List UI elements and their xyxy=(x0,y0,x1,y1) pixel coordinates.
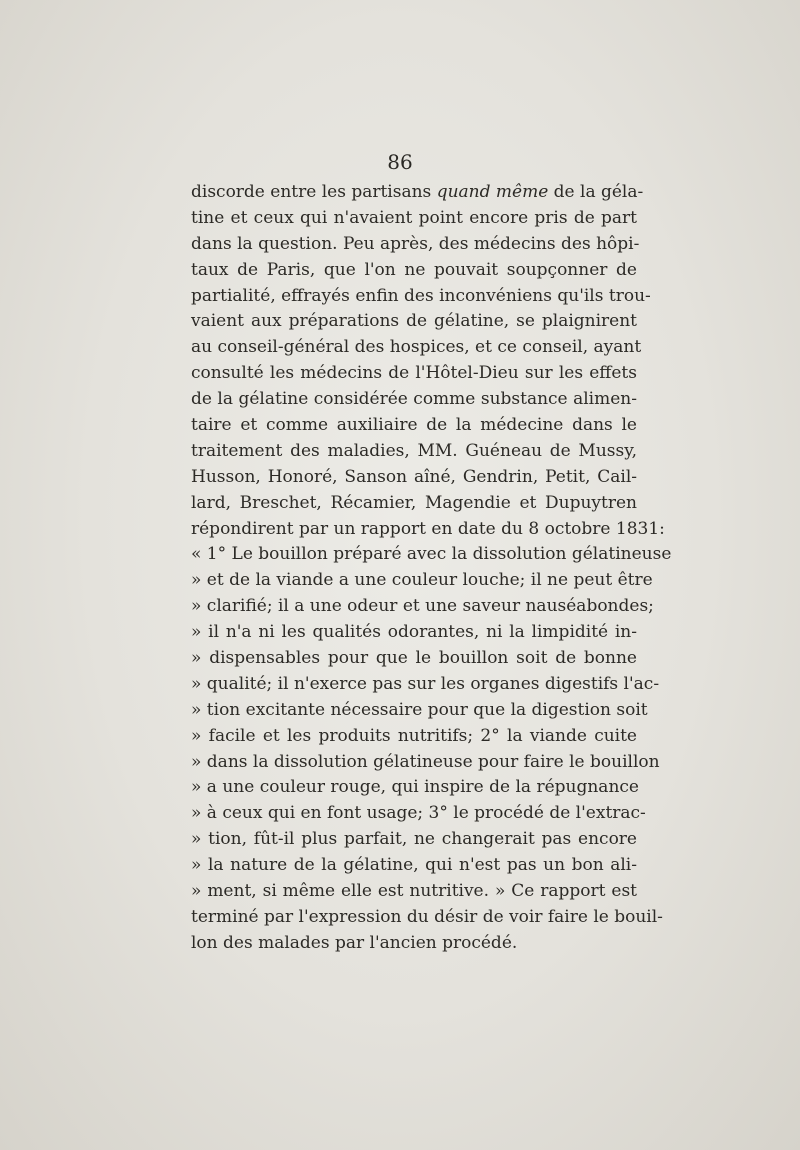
text-line: » facile et les produits nutritifs; 2° la viande cuite xyxy=(191,725,637,746)
text-line: taux de Paris, que l'on ne pouvait soupçonner de xyxy=(191,259,637,280)
text-line: » tion, fût-il plus parfait, ne changerait pas encore xyxy=(191,829,637,850)
text-line: consulté les médecins de l'Hôtel-Dieu sur les effets xyxy=(191,363,637,384)
text-line: partialité, effrayés enfin des inconvéniens qu'ils trou- xyxy=(191,285,651,306)
text-line: traitement des maladies, MM. Guéneau de Mussy, xyxy=(191,440,637,461)
text-line: » dans la dissolution gélatineuse pour faire le bouillon xyxy=(191,751,660,772)
text-line: » il n'a ni les qualités odorantes, ni la limpidité in- xyxy=(191,622,637,643)
text-line: » a une couleur rouge, qui inspire de la répugnance xyxy=(191,777,639,798)
text-line: au conseil-général des hospices, et ce conseil, ayant xyxy=(191,337,642,358)
text-line: » ment, si même elle est nutritive. » Ce rapport est xyxy=(191,881,637,902)
text-line: » clarifié; il a une odeur et une saveur nauséabondes; xyxy=(191,596,654,617)
text-line: lard, Breschet, Récamier, Magendie et Dupuytren xyxy=(191,492,637,513)
text-line: » la nature de la gélatine, qui n'est pas un bon ali- xyxy=(191,855,637,876)
text-line: terminé par l'expression du désir de voir faire le bouil- xyxy=(191,906,663,927)
page-number: 86 xyxy=(387,150,413,174)
text-line: vaient aux préparations de gélatine, se plaignirent xyxy=(191,311,637,332)
text-line: » dispensables pour que le bouillon soit de bonne xyxy=(191,648,637,669)
text-line: discorde entre les partisans quand même de la géla- xyxy=(191,182,644,202)
text-line: répondirent par un rapport en date du 8 octobre 1831: xyxy=(191,518,665,539)
text-line: Husson, Honoré, Sanson aîné, Gendrin, Petit, Cail- xyxy=(191,466,637,487)
text-line: lon des malades par l'ancien procédé. xyxy=(191,932,518,953)
text-line: » qualité; il n'exerce pas sur les organes digestifs l'ac- xyxy=(191,673,660,694)
text-line: » à ceux qui en font usage; 3° le procédé de l'extrac- xyxy=(191,803,646,824)
body-text xyxy=(191,180,672,957)
text-line: dans la question. Peu après, des médecins des hôpi- xyxy=(191,233,640,254)
text-line: taire et comme auxiliaire de la médecine dans le xyxy=(191,415,637,436)
text-line: de la gélatine considérée comme substance alimen- xyxy=(191,389,637,410)
text-line: « 1° Le bouillon préparé avec la dissolution gélatineuse xyxy=(191,544,672,565)
text-line: » et de la viande a une couleur louche; il ne peut être xyxy=(191,570,653,591)
text-line: tine et ceux qui n'avaient point encore pris de part xyxy=(191,207,637,228)
text-line: » tion excitante nécessaire pour que la digestion soit xyxy=(191,699,648,720)
